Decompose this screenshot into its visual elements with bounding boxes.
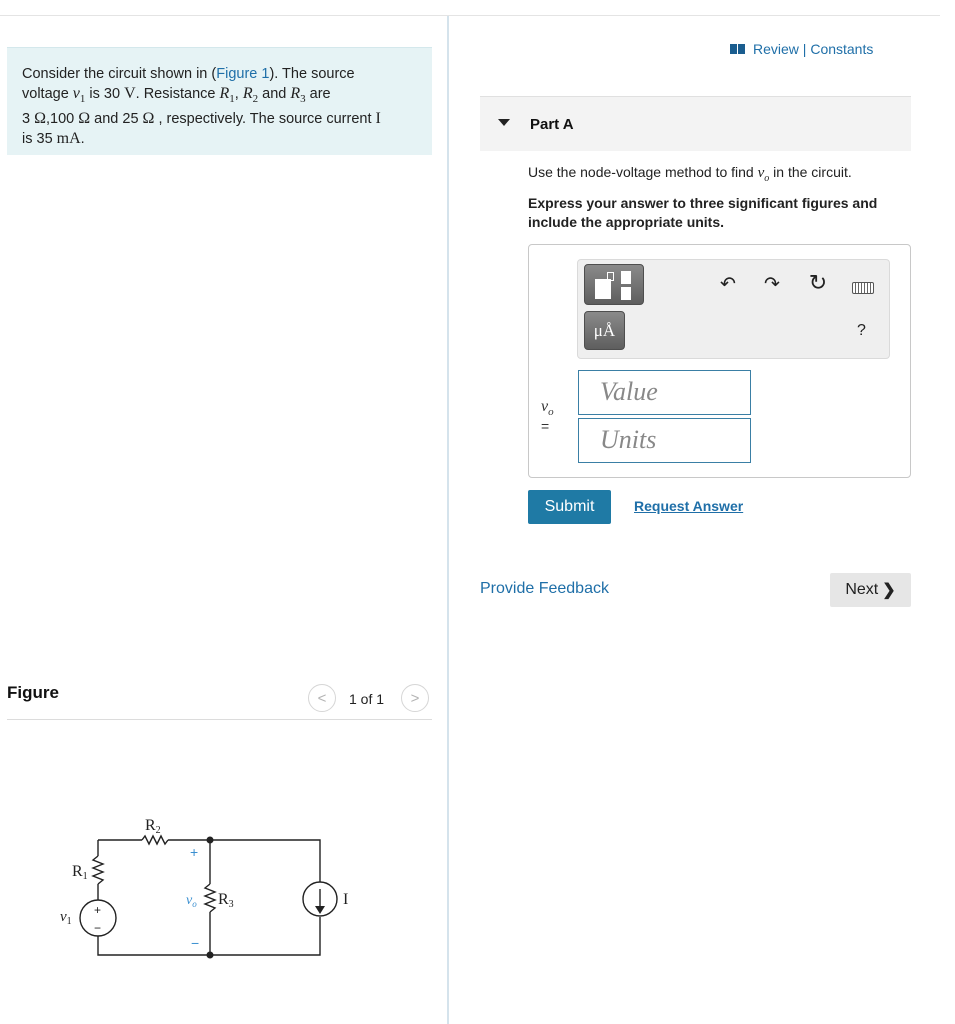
unit-ohm: Ω [34,110,46,128]
r2-label: R2 [145,817,161,836]
collapse-caret-icon[interactable] [498,119,510,126]
node-dot [207,837,214,844]
problem-text: is 30 [85,86,125,102]
units-button[interactable]: μÅ [584,311,625,350]
next-label: Next [845,581,879,598]
value-input[interactable]: Value [578,370,751,415]
var-vo: $v_o$ [757,165,770,184]
circuit-figure [50,810,350,970]
problem-text: , respectively. The source current [154,111,376,128]
submit-button[interactable]: Submit [528,490,611,524]
var-r3: $R_3$ [290,85,306,106]
problem-statement [7,47,432,155]
figure-page-count: 1 of 1 [349,691,385,707]
var-r1: $R_1$ [219,85,235,106]
problem-text: . [80,131,85,148]
problem-text: , [234,86,243,102]
figure-divider [7,719,432,720]
problem-text: is 35 [22,131,57,148]
help-button[interactable]: ? [857,322,866,339]
problem-text: are [305,86,331,102]
var-current: I [375,110,381,128]
answer-instructions: Express your answer to three significant figures and include the appropriate units. [528,195,878,230]
figure-title: Figure [7,683,59,702]
pane-divider[interactable] [447,16,449,1024]
r3-label: R3 [218,891,234,910]
top-divider [0,15,940,16]
book-icon [730,44,745,54]
next-button[interactable] [830,573,911,607]
vo-plus: + [190,844,199,860]
problem-text: ). The source [269,66,355,82]
undo-icon[interactable]: ↶ [720,274,736,295]
source-plus: + [94,903,102,917]
current-arrow [315,906,325,914]
source-minus: − [94,921,102,935]
chevron-right-icon: ❯ [882,582,896,599]
problem-text: Consider the circuit shown in ( [22,66,217,82]
request-answer-link[interactable]: Request Answer [634,498,744,514]
answer-equals: = [541,418,550,434]
constants-link[interactable]: Constants [810,41,874,57]
problem-text: and 25 [90,111,143,128]
units-input[interactable]: Units [578,418,751,463]
problem-text: ,100 [45,111,79,128]
current-label: I [343,891,349,908]
part-a-header[interactable] [480,96,911,151]
part-label: Part A [530,116,574,133]
unit-milliamp: mA [56,130,81,148]
v1-label: $v_1$ [60,909,72,927]
question-text: Use the node-voltage method to find $v_o$ in the circuit. [528,164,852,184]
answer-variable-label: $v_o$ [541,398,554,419]
provide-feedback-link[interactable]: Provide Feedback [480,580,609,597]
review-constants-link[interactable] [730,41,873,57]
unit-ohm: Ω [78,110,91,128]
redo-icon[interactable]: ↷ [764,274,780,295]
problem-text: . Resistance [135,86,220,102]
keyboard-icon[interactable] [852,282,874,294]
chevron-left-icon: < [317,689,327,707]
problem-text: 3 [22,111,35,128]
link-separator: | [798,41,811,57]
chevron-right-icon: > [410,689,420,707]
figure-prev-button[interactable] [308,684,336,712]
vo-minus: − [191,935,200,951]
problem-text: voltage [22,86,73,102]
problem-text: and [258,86,291,102]
reset-icon[interactable]: ↻ [808,270,828,295]
figure-link[interactable]: Figure 1 [216,66,270,82]
r1-label: R1 [72,863,88,882]
unit-volt: V [124,85,136,102]
review-link[interactable]: Review [753,41,799,57]
unit-ohm: Ω [142,110,155,128]
templates-button[interactable] [584,264,644,305]
node-dot [207,952,214,959]
figure-next-button[interactable] [401,684,429,712]
var-v1: $v_1$ [72,85,86,106]
var-r2: $R_2$ [242,85,259,106]
vo-label: $v_o$ [186,893,197,909]
